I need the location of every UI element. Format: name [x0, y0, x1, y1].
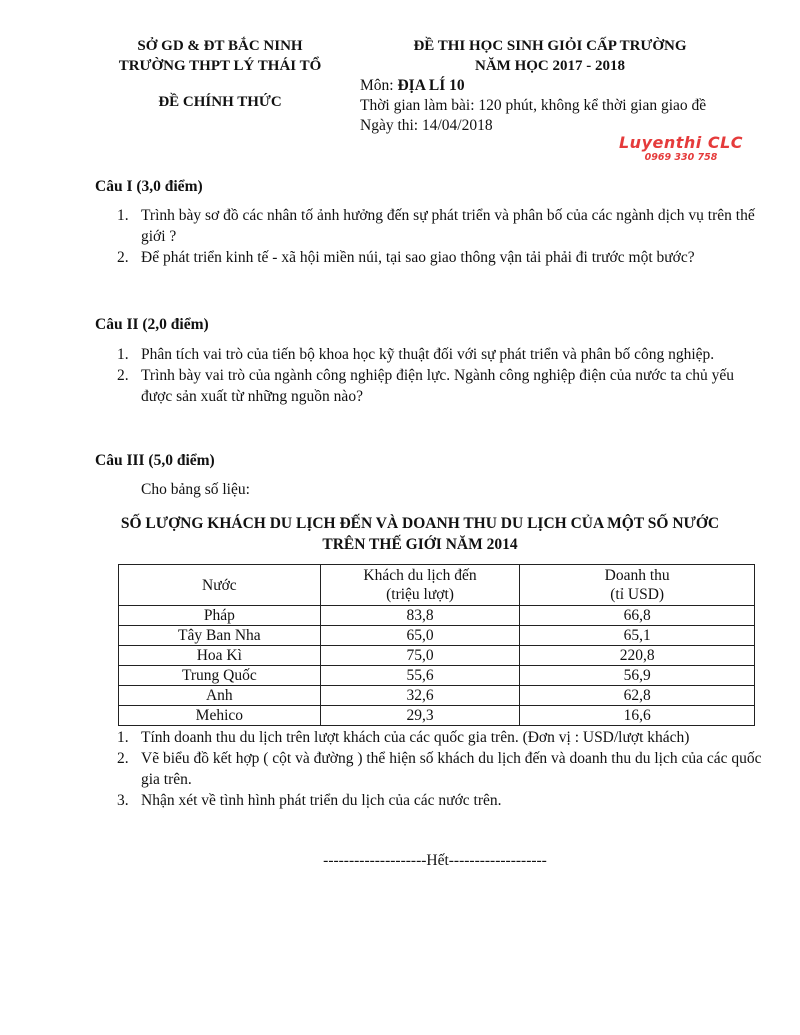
cell-visitors: 83,8 [320, 606, 520, 626]
list-item [117, 247, 762, 268]
question-2-items [117, 344, 762, 407]
question-1-heading: Câu I (3,0 điểm) [95, 178, 203, 195]
list-item [117, 790, 762, 811]
list-item [117, 365, 762, 407]
cell-visitors: 75,0 [320, 646, 520, 666]
list-item [117, 748, 762, 790]
exam-date: Ngày thi: 14/04/2018 [360, 117, 493, 134]
header-visitors-line1: Khách du lịch đến [363, 567, 477, 584]
cell-country: Hoa Kì [119, 646, 321, 666]
table-row [119, 626, 755, 646]
table-header-row [119, 565, 755, 606]
table-row [119, 646, 755, 666]
list-item [117, 205, 762, 247]
table-row [119, 706, 755, 726]
question-1-items [117, 205, 762, 268]
question-3-heading: Câu III (5,0 điểm) [95, 452, 215, 469]
item-text: Tính doanh thu du lịch trên lượt khách của các quốc gia trên. (Đơn vị : USD/lượt khách) [141, 729, 690, 746]
item-number: 1. [117, 729, 129, 746]
item-number: 3. [117, 792, 129, 809]
table-title-line1: SỐ LƯỢNG KHÁCH DU LỊCH ĐẾN VÀ DOANH THU DU LỊCH CỦA MỘT SỐ NƯỚC [120, 515, 720, 532]
cell-country: Tây Ban Nha [119, 626, 321, 646]
table-row [119, 606, 755, 626]
cell-country: Mehico [119, 706, 321, 726]
table-title [80, 513, 760, 555]
question-3-items [117, 727, 762, 811]
time-allowed: Thời gian làm bài: 120 phút, không kể thời gian giao đề [360, 97, 707, 114]
school-block [100, 36, 340, 76]
watermark-logo [606, 134, 756, 163]
cell-visitors: 65,0 [320, 626, 520, 646]
cell-revenue: 66,8 [520, 606, 755, 626]
school-year: NĂM HỌC 2017 - 2018 [475, 58, 625, 74]
question-2-heading: Câu II (2,0 điểm) [95, 316, 209, 333]
item-text: Trình bày sơ đồ các nhân tố ảnh hưởng đến sự phát triển và phân bố của các ngành dịch vụ trên thế giới ? [141, 207, 755, 245]
cell-visitors: 32,6 [320, 686, 520, 706]
exam-title: ĐỀ THI HỌC SINH GIỎI CẤP TRƯỜNG [413, 38, 687, 54]
end-marker: --------------------Hết------------------- [323, 852, 547, 869]
subject-label: Môn: [360, 77, 398, 94]
list-item [117, 344, 762, 365]
item-text: Nhận xét về tình hình phát triển du lịch của các nước trên. [141, 792, 502, 809]
watermark-phone: 0969 330 758 [644, 152, 718, 163]
cell-country: Anh [119, 686, 321, 706]
exam-title-block [355, 36, 745, 76]
cell-revenue: 65,1 [520, 626, 755, 646]
table-row [119, 666, 755, 686]
item-number: 2. [117, 249, 129, 266]
data-table [118, 564, 755, 726]
item-number: 2. [117, 750, 129, 767]
cell-revenue: 56,9 [520, 666, 755, 686]
item-number: 1. [117, 207, 129, 224]
watermark-brand: Luyenthi CLC [618, 133, 744, 152]
header-visitors-line2: (triệu lượt) [386, 586, 454, 603]
question-3-intro: Cho bảng số liệu: [141, 481, 250, 498]
table-row [119, 686, 755, 706]
item-text: Trình bày vai trò của ngành công nghiệp điện lực. Ngành công nghiệp điện của nước ta chủ yếu được sản xuất từ những nguồn nào? [141, 367, 735, 405]
department-name: SỞ GD & ĐT BẮC NINH [137, 38, 303, 54]
cell-country: Trung Quốc [119, 666, 321, 686]
school-name: TRƯỜNG THPT LÝ THÁI TỔ [118, 58, 322, 74]
item-text: Để phát triển kinh tế - xã hội miền núi, tại sao giao thông vận tải phải đi trước một bước? [141, 249, 695, 266]
subject-line [360, 76, 760, 96]
item-text: Phân tích vai trò của tiến bộ khoa học kỹ thuật đối với sự phát triển và phân bố công nghiệp. [141, 346, 715, 363]
cell-country: Pháp [119, 606, 321, 626]
official-label: ĐỀ CHÍNH THỨC [158, 94, 282, 110]
subject: ĐỊA LÍ 10 [397, 77, 465, 94]
cell-revenue: 62,8 [520, 686, 755, 706]
item-number: 1. [117, 346, 129, 363]
item-number: 2. [117, 367, 129, 384]
cell-revenue: 220,8 [520, 646, 755, 666]
item-text: Vẽ biểu đồ kết hợp ( cột và đường ) thể hiện số khách du lịch đến và doanh thu du lịch của các quốc gia trên. [141, 750, 762, 788]
header-revenue [520, 565, 755, 606]
cell-visitors: 29,3 [320, 706, 520, 726]
header-visitors [320, 565, 520, 606]
exam-info [360, 76, 760, 136]
cell-visitors: 55,6 [320, 666, 520, 686]
header-revenue-line1: Doanh thu [604, 567, 670, 584]
header-country: Nước [119, 565, 321, 606]
cell-revenue: 16,6 [520, 706, 755, 726]
header-revenue-line2: (tỉ USD) [610, 586, 665, 603]
list-item [117, 727, 762, 748]
table-title-line2: TRÊN THẾ GIỚI NĂM 2014 [322, 536, 518, 553]
